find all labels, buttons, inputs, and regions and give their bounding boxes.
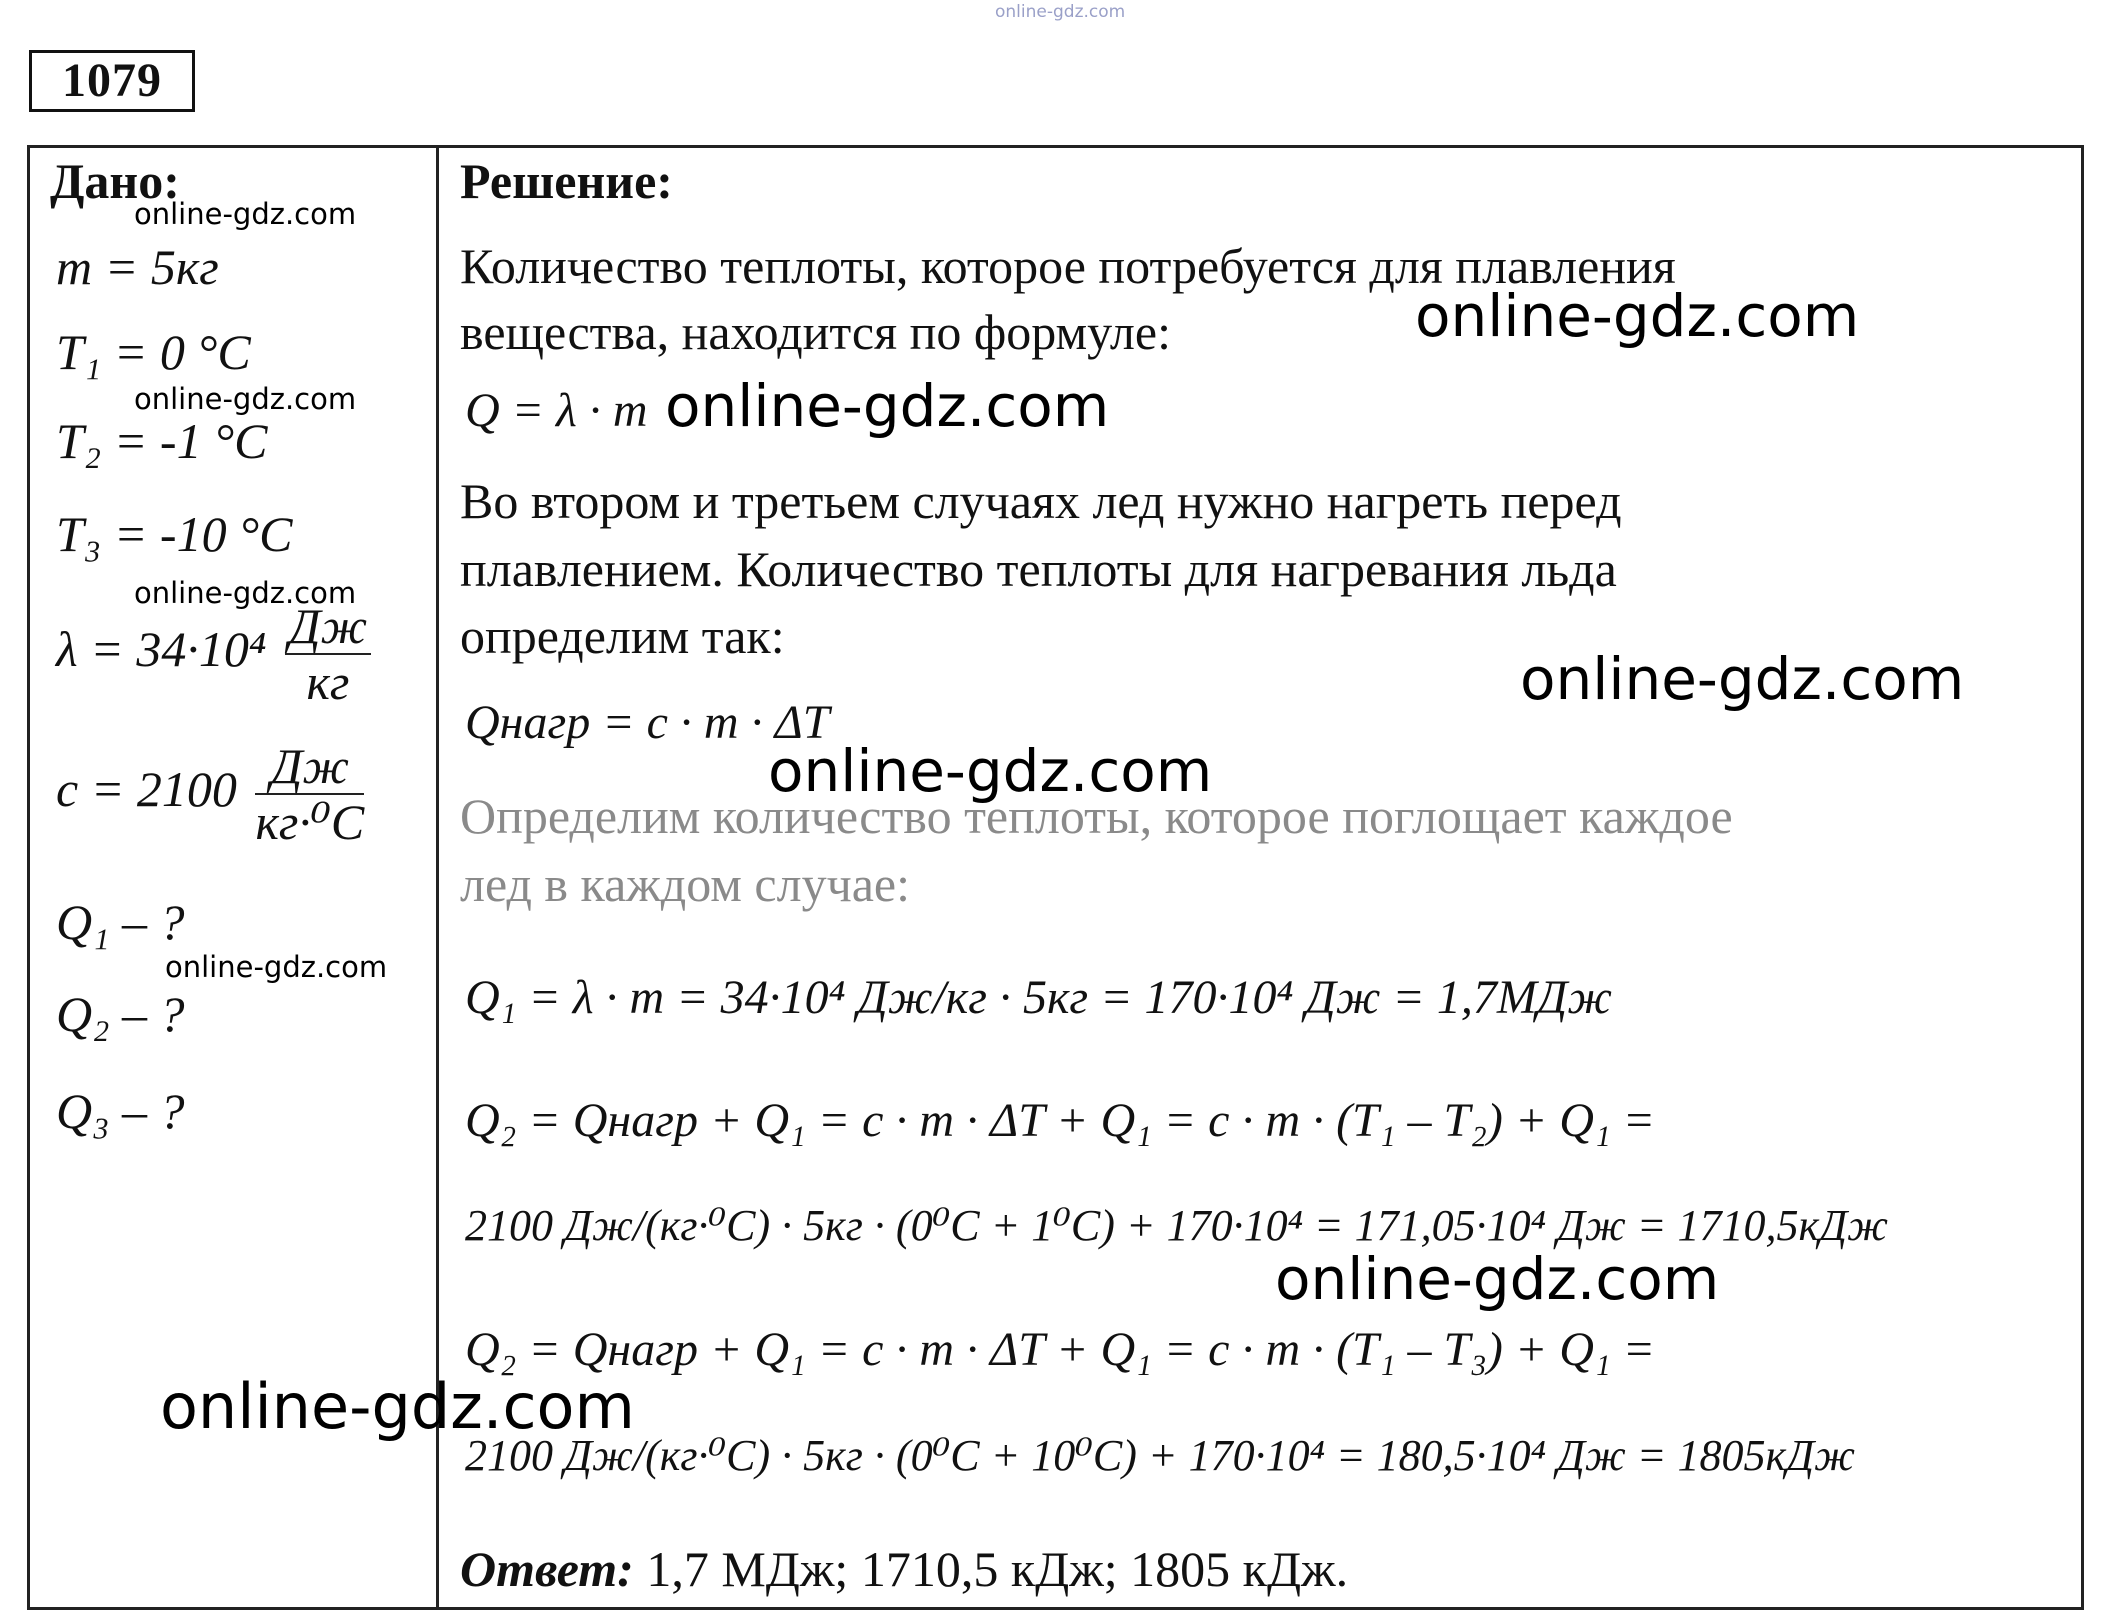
c-unit-num: Дж [255,740,364,795]
watermark: online-gdz.com [1520,645,1965,713]
lambda-unit-fraction [285,600,371,710]
given-lambda-value: λ = 34·10⁴ [56,621,267,678]
find-q3: Q₃ – ? [56,1083,185,1139]
given-t3: T₃ = -10 °C [56,506,293,562]
watermark: online-gdz.com [134,382,357,416]
c-unit-fraction [255,740,364,850]
watermark: online-gdz.com [665,372,1110,440]
given-title: Дано: [50,153,180,209]
paragraph2-line1: Во втором и третьем случаях лед нужно нагреть перед [460,473,1622,529]
c-unit-den: кг·⁰C [255,793,365,850]
given-lambda [56,600,371,710]
solution-title: Решение: [460,153,673,209]
given-mass: m = 5кг [56,239,219,295]
lambda-unit-den: кг [306,653,350,710]
q3-calculation-line1: Q₂ = Qнагр + Q₁ = c · m · ΔT + Q₁ = c · m · (T₁ – T₃) + Q₁ = [465,1323,1656,1376]
problem-number: 1079 [29,50,195,112]
paragraph3-line1: Определим количество теплоты, которое поглощает каждое [460,788,1733,844]
formula-melting: Q = λ · m [465,384,648,437]
watermark: online-gdz.com [160,1370,635,1443]
formula-heating: Qнагр = c · m · ΔT [465,696,830,749]
q1-calculation: Q₁ = λ · m = 34·10⁴ Дж/кг · 5кг = 170·10⁴ Дж = 1,7МДж [465,971,1612,1024]
answer-label: Ответ: [460,1541,634,1597]
paragraph1-line1: Количество теплоты, которое потребуется для плавления [460,238,1676,294]
watermark: online-gdz.com [1275,1245,1720,1313]
q2-calculation-line1: Q₂ = Qнагр + Q₁ = c · m · ΔT + Q₁ = c · m · (T₁ – T₂) + Q₁ = [465,1094,1656,1147]
find-q1: Q₁ – ? [56,894,185,950]
paragraph2-line2: плавлением. Количество теплоты для нагревания льда [460,541,1617,597]
paragraph1-line2: вещества, находится по формуле: [460,304,1171,360]
q3-calculation-line2: 2100 Дж/(кг·⁰C) · 5кг · (0⁰C + 10⁰C) + 170·10⁴ = 180,5·10⁴ Дж = 1805кДж [465,1431,1855,1480]
paragraph3-line2: лед в каждом случае: [460,856,910,912]
lambda-unit-num: Дж [285,600,371,655]
watermark: online-gdz.com [1415,282,1860,350]
paragraph2-line3: определим так: [460,608,785,664]
answer-text: 1,7 МДж; 1710,5 кДж; 1805 кДж. [646,1541,1349,1597]
top-watermark: online-gdz.com [995,2,1126,22]
answer [460,1540,1348,1598]
watermark: online-gdz.com [165,950,388,984]
watermark: online-gdz.com [134,576,357,610]
find-q2: Q₂ – ? [56,986,185,1042]
given-c-value: c = 2100 [56,761,237,818]
given-t1: T₁ = 0 °C [56,324,251,380]
watermark: online-gdz.com [134,197,357,231]
given-t2: T₂ = -1 °C [56,413,268,469]
watermark: online-gdz.com [768,737,1213,805]
given-c [56,740,364,850]
q2-calculation-line2: 2100 Дж/(кг·⁰C) · 5кг · (0⁰C + 1⁰C) + 170·10⁴ = 171,05·10⁴ Дж = 1710,5кДж [465,1201,1888,1250]
